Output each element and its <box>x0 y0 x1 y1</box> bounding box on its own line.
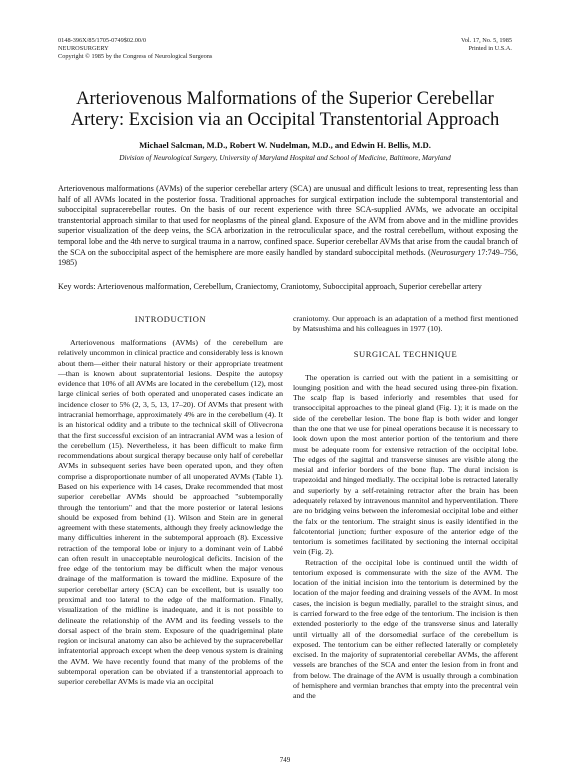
technique-paragraph-2: Retraction of the occipital lobe is continued until the width of tentorium exposed is commensurate with the size of the AVM. The location of the initial incision into the tentorium is determined by the location of the major feeding and draining vessels of the AVM. In most cases, the incision is begun medially, parallel to the straight sinus, and is carried forward to the free edge of the tentorium. The incision is then extended posteriorly to the edge of the transverse sinus and laterally until virtually all of the dorsomedial surface of the cerebellum is exposed. The tentorium can be either reflected laterally or completely excised. In the majority of supratentorial cerebellar AVMs, the afferent vessels are branches of the SCA and enter the lesion from in front and from below. The drainage of the AVM is usually through a combination of hemisphere and vermian branches that empty into the precentral vein and the <box>293 557 518 701</box>
keywords-label: Key words: <box>58 282 96 291</box>
issn-line: 0148-396X/85/1705-0749$02.00/0 <box>58 37 146 44</box>
copyright-line: Copyright © 1985 by the Congress of Neurological Surgeons <box>58 53 213 61</box>
keywords <box>58 282 518 293</box>
technique-paragraph-1: The operation is carried out with the patient in a semisitting or lounging position and with the head secured using three-pin fixation. The scalp flap is based inferiorly and resembles that used for transoccipital approaches to the pineal gland (Fig. 1); it is made on the side of the cerebellar lesion. The bone flap is both wider and longer than the one that we use for pineal operations because it is necessary to look down upon the most anterior portion of the tentorium and there must be adequate room for extensive retraction of the occipital lobe. The edges of the sagittal and transverse sinuses are visible along the mesial and inferior borders of the bone flap. The dural incision is trapezoidal and hinged medially. The occipital lobe is retracted laterally and superiorly by a self-retaining retractor after the brain has been adequately relaxed by intravenous mannitol and hyperventilation. There are no bridging veins between the inferomesial occipital lobe and either the falx or the tentorium. The straight sinus is easily identified in the falcotentorial junction; further exposure of the anterior edge of the tentorium is sometimes facilitated by sectioning the internal occipital vein (Fig. 2). <box>293 372 518 557</box>
abstract-citation-journal: Neurosurgery <box>430 247 476 257</box>
keywords-text: Arteriovenous malformation, Cerebellum, Craniectomy, Craniotomy, Suboccipital approach, Superior cerebellar artery <box>95 282 482 291</box>
introduction-paragraph: Arteriovenous malformations (AVMs) of the cerebellum are relatively uncommon in clinical practice and considerably less is known about them—either their natural history or their appropriate treatment—than is known about supratentorial lesions. Despite the autopsy evidence that 10% of all AVMs are located in the cerebellum (12), most large clinical series of both operated and unoperated cases indicate an incidence closer to 5% (2, 3, 5, 13, 17–20). Of AVMs that present with intracranial hemorrhage, approximately 4% are in the cerebellum (4). It is an historical oddity and a tribute to the technical skill of Olivecrona that the first successful excision of an intracranial AVM was a lesion of the cerebellum (15). Nevertheless, it has been difficult to make firm recommendations about surgical therapy because only half of cerebellar AVMs in subsequent series have been operated upon, and they often comprise a disproportionate number of all unoperated AVMs (Table 1). Based on his experience with 14 cases, Drake recommended that most superior cerebellar AVMs should be approached "subtemporally through the tentorium" and that the more posterior or lateral lesions should be exposed from behind (1). Wilson and Stein are in general agreement with these statements, although they freely acknowledge the many difficulties inherent in the subtemporal approach (8). Excessive retraction of the temporal lobe or injury to a dominant vein of Labbé can often result in unacceptable neurological deficits. Incision of the free edge of the tentorium may be difficult when the major venous drainage of the malformation is toward the midline. Exposure of the superior cerebellar artery (SCA) can be excellent, but is usually too proximal and too lateral to the edge of the malformation. Finally, visualization of the midline is inadequate, and it is not possible to delineate the relationship of the AVM and its feeding vessels to the dorsal aspect of the brain stem. Exposure of the quadrigeminal plate region or incisural anatomy can also be achieved by the supracerebellar infratentorial approach except when the deep venous system is draining the AVM. We have recently found that many of the problems of the subtemporal operation can be obviated if a transtentorial approach to superior cerebellar AVMs is made via an occipital <box>58 338 283 687</box>
author-list: Michael Salcman, M.D., Robert W. Nudelman, M.D., and Edwin H. Bellis, M.D. <box>139 140 431 150</box>
page-number: 749 <box>279 756 291 764</box>
abstract-text: Arteriovenous malformations (AVMs) of the superior cerebellar artery (SCA) are unusual and difficult lesions to treat, representing less than half of all AVMs located in the posterior fossa. Traditional approaches for surgical extirpation include the subtemporal transtentorial and suboccipital supracerebellar routes. On the basis of our recent experience with three SCA-supplied AVMs, we advocate an occipital transtentorial approach similar to that used for neoplasms of the pineal gland. Exposure of the AVM from above and in the midline provides superior visualization of the deep veins, the SCA arborization in the retroculicular space, and the rostral cerebellum, without exposing the temporal lobe and the 4th nerve to surgical trauma in a narrow, confined space. Superior cerebellar AVMs that arise from the caudal branch of the SCA on the suboccipital aspect of the hemisphere are more easily handled by standard suboccipital methods. ( <box>58 184 518 257</box>
affiliation: Division of Neurological Surgery, University of Maryland Hospital and School of Medicine, Baltimore, Maryland <box>119 153 451 162</box>
surgical-technique-heading: SURGICAL TECHNIQUE <box>353 348 458 359</box>
introduction-continuation: craniotomy. Our approach is an adaptation of a method first mentioned by Matsushima and his colleagues in 1977 (10). <box>293 314 518 334</box>
volume-line: Vol. 17, No. 5, 1985 <box>461 37 512 44</box>
journal-header-left <box>58 37 212 62</box>
introduction-heading: INTRODUCTION <box>134 314 207 324</box>
abstract-citation-tail: 17:749–756, 1985) <box>58 247 519 268</box>
title-line-1: Arteriovenous Malformations of the Superior Cerebellar <box>76 89 494 110</box>
abstract <box>58 184 518 269</box>
left-column <box>58 314 283 688</box>
title-line-2: Artery: Excision via an Occipital Transtentorial Approach <box>70 110 500 131</box>
printed-line: Printed in U.S.A. <box>468 45 512 53</box>
journal-name: NEUROSURGERY <box>58 45 109 53</box>
right-column <box>293 314 518 702</box>
journal-header-right <box>461 37 512 53</box>
article-title <box>40 89 530 131</box>
